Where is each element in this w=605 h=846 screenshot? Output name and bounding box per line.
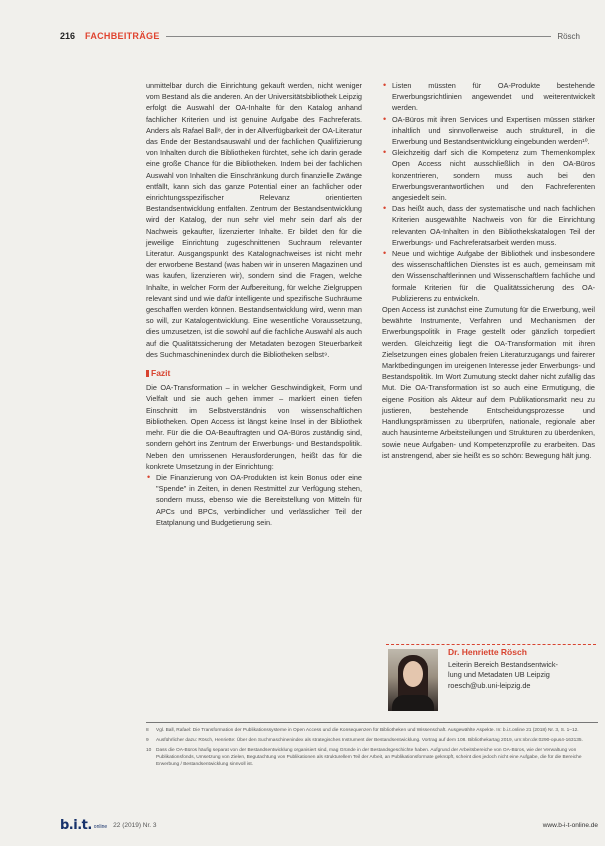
author-name: Dr. Henriette Rösch [448,647,527,657]
fazit-list-right [382,80,595,304]
closing-paragraph: Open Access ist zunächst eine Zumutung für die Erwerbung, weil bewährte Instrumente, Verfahren und Mechanismen der Erwerbungspolitik in Frage gestellt oder gänzlich torpediert werden. Gleichzeitig liegt die OA-Transformation mit ihren Zielsetzungen eines globalen freien Literaturzugangs und fairerer Marktbedingungen im ureigenen Interesse jeder Erwerbungs- und Bestandspolitik. Im Wort Zumutung steckt daher nicht zufällig das Mut. Die OA-Transformation ist so auch eine Ermutigung, die eigene Position als Akteur auf dem Publikationsmarkt neu zu justieren, bestehende Entscheidungsprozesse und Handlungsprämissen zu überprüfen, nationale, regionale aber auch hausinterne Arbeitsteilungen und Strukturen zu überdenken, sowie neue Aufgaben- und Kompetenzprofile zu erarbeiten. Das ist anstrengend, aber sie heißt es so schön: Bewegung hält jung. [382,305,595,460]
author-role-line: lung und Metadaten UB Leipzig [448,670,550,679]
section-title: FACHBEITRÄGE [85,31,160,41]
header-rule [166,36,552,37]
author-email[interactable]: roesch@ub.uni-leipzig.de [448,680,531,690]
fazit-heading: Fazit [146,368,362,379]
author-photo [388,649,438,711]
author-role-line: Leiterin Bereich Bestandsentwick- [448,659,558,669]
list-item: • OA-Büros mit ihren Services und Expertisen müssen stärker inhaltlich und sinnvollerweise auch strukturell, in die Erwerbung und Bestandsentwicklung eingebunden werden¹⁰. [382,114,595,148]
list-item: • Das heißt auch, dass der systematische und nach fachlichen Kriterien ausgewählte Nachweis von für die Einrichtung relevanten OA-Inhalten in den Bibliothekskatalogen Teil der Erwerbungs- und Fachreferatsarbeit werden muss. [382,203,595,248]
page-footer [60,818,598,832]
author-info [448,647,596,691]
page-header [60,28,580,44]
footnote: 9 Ausführlicher dazu: Rösch, Henriette: Über den Suchmaschinenindex als strategisches Instrument der Bestandsentwicklung. Vortrag auf dem 108. Bibliothekartag 2019, urn:nbn:de:0290-opus4-163135. [146,738,583,743]
author-box [386,644,596,715]
body-paragraph: unmittelbar durch die Einrichtung gekauft werden, nicht weniger vom Bestand als die anderen. An der Universitätsbibliothek Leipzig erfolgt die Auswahl der OA-Inhalte für den Katalog anhand fachlicher Kriterien und ist genuine Aufgabe des Fachreferats. Anders als Rafael Ball⁸, der in der Allverfügbarkeit der OA-Literatur das Ende der Bestandsauswahl und der fachlichen Qualifizierung von Inhalten durch die Bibliotheken fürchtet, sehe ich darin gerade eine große Chance für die Bibliotheken. Indem bei der fachlichen Auswahl von Inhalten die Einschränkung durch finanzielle Zwänge entfällt, kann sich das ganze Potential einer an fachlicher oder einrichtungsspezifischer Relevanz orientierten Bestandsentwicklung entfalten. Zentrum der Bestandsentwicklung wird der Katalog, der nun sehr viel mehr sein darf als der Nachweis gekaufter, lizenzierter Inhalte. Er bildet den für die jeweilige Einrichtung zugeschnittenen Suchraum relevanter Literatur. Ausgangspunkt des Katalognachweises ist nicht mehr der erworbene Bestand (was haben wir in unseren Magazinen und was kaufen, lizenzieren wir), sondern sind die Fragen, welche Inhalte, in welcher Form der Aufbereitung, für welche Zielgruppen relevant sind und wie dafür intelligente und spezifische Suchräume geschaffen werden können. Bestandsentwicklung wird, wenn man so will, zur Katalogentwicklung. Eine wesentliche Voraussetzung, dies umzusetzen, ist die sowohl auf die fachliche Auswahl als auch auf die Qualitätssicherung der Metadaten bezogen Steuerbarkeit des Suchmaschinenindex durch die Bibliotheken selbst⁹. [146,81,363,359]
heading-marker-icon [146,370,149,377]
fazit-paragraph: Die OA-Transformation – in welcher Geschwindigkeit, Form und Vielfalt und sie auch gehen immer – markiert einen tiefen Einschnitt im Selbstverständnis von wissenschaftlichen Bibliotheken. Open Access ist längst keine Insel in der Bibliothek mehr. Für die die OA-Beauftragten und OA-Büros zuständig sind, sondern gehört ins Zentrum der Erwerbungs- und Bestandspolitik. Neben den umrissenen Herausforderungen, heißt das für die konkrete Umsetzung in der Einrichtung: [146,383,362,471]
fazit-list-left [146,472,362,528]
header-author: Rösch [557,31,580,41]
right-column [382,80,595,461]
list-item: • Die Finanzierung von OA-Produkten ist kein Bonus oder eine "Spende" in Zeiten, in denen Restmittel zur Verfügung stehen, sondern muss, ebenso wie die Bereitstellung von Mitteln für APCs und BPCs, verbindlicher und verlässlicher Teil der Etatplanung und Budgetierung sein. [146,472,362,528]
journal-logo: b.i.t. [60,817,92,833]
footnote: 8 Vgl. Ball, Rafael: Die Transformation der Publikationssysteme in Open Access und die Konsequenzen für Bibliotheken und Wissenschaft. Ausgewählte Aspekte. In: b.i.t.online 21 (2018) Nr. 3, S. 1–12. [146,728,579,733]
footnotes [146,722,598,771]
list-item: • Listen müssten für OA-Produkte bestehende Erwerbungsrichtlinien angewendet und weiterentwickelt werden. [382,80,595,114]
journal-logo-sub: online [93,824,108,830]
list-item: • Neue und wichtige Aufgabe der Bibliothek und insbesondere des wissenschaftlichen Dienstes ist es auch, gemeinsam mit den Wissenschaftlerinnen und Wissenschaftlern fachliche und formale Kriterien für die Qualitätssicherung des OA-Publizierens zu entwickeln. [382,248,595,304]
list-item: • Gleichzeitig darf sich die Kompetenz zum Themenkomplex Open Access nicht ausschließlich in den OA-Büros konzentrieren, sondern muss auch bei den Erwerbungsverantwortlichen und den Fachreferenten angesiedelt sein. [382,147,595,203]
issue-info: 22 (2019) Nr. 3 [113,821,157,829]
footnote: 10 Dass die OA-Büros häufig separat von der Bestandsentwicklung organisiert sind, mag Gründe in der Bestandsgeschichte haben. Aufgrund der Arbeitsbereiche von OA-Büros, wie der Verwaltung von Publikationsfonds, Umsetzung von Zielen, Begutachtung von Publikationen als strukturellem Teil der Arbeit, an Publikationsformate geknüpft, scheint dies jedoch nicht eine Aufgabe, die für die Bereiche Erwerbung / Bestandsentwicklung sinnvoll ist. [146,748,582,767]
journal-url[interactable]: www.b-i-t-online.de [542,821,598,829]
page-number: 216 [60,31,76,41]
left-column [146,80,362,528]
